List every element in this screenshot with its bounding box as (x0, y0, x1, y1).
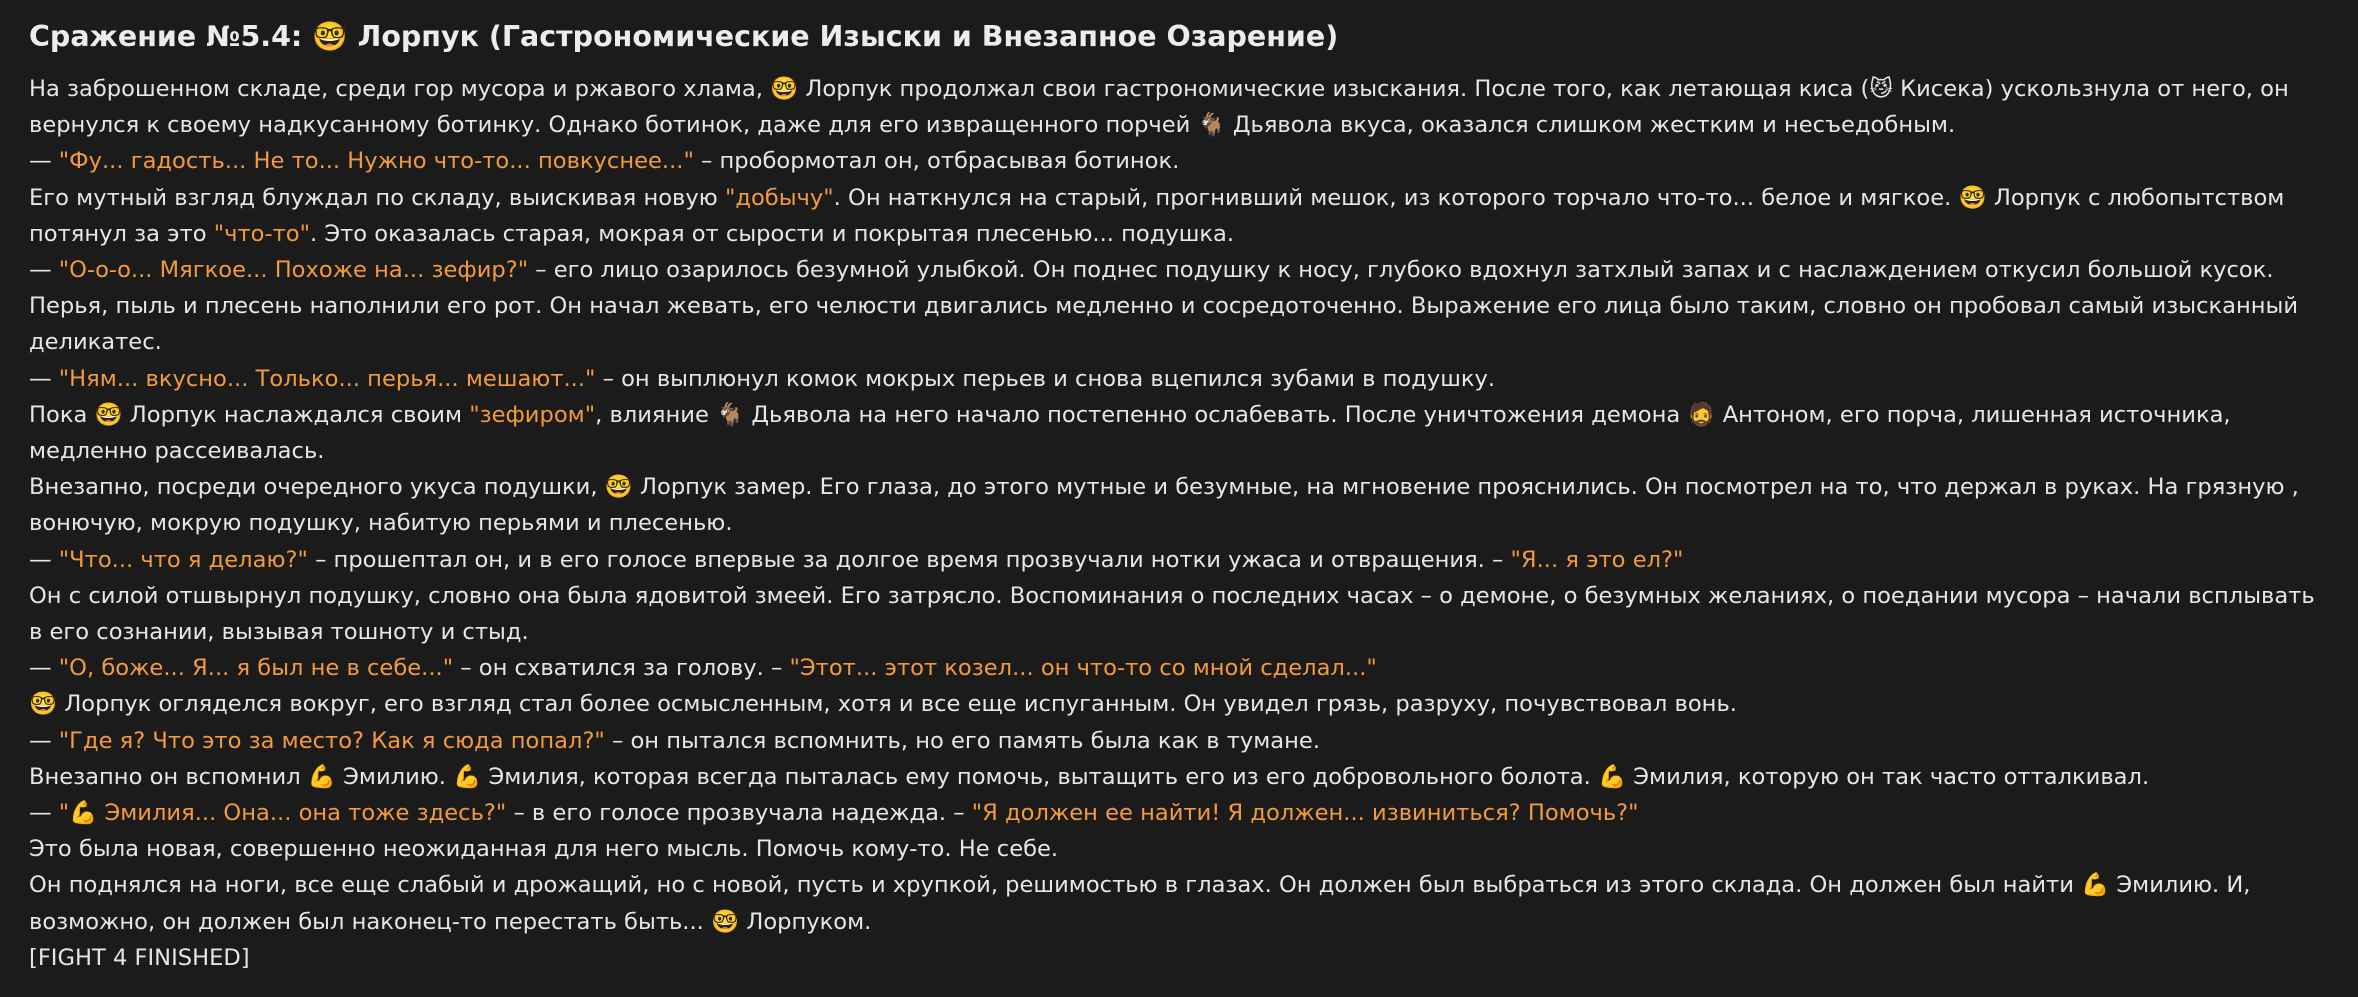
dialogue-quote: "что-то" (213, 220, 310, 247)
dialogue-quote: "Фу... гадость... Не то... Нужно что-то... повкуснее..." (58, 148, 694, 175)
narration-text: – он пытался вспомнить, но его память была как в тумане. (604, 727, 1320, 754)
story-paragraph (29, 180, 2332, 252)
narration-text: — (29, 257, 59, 284)
dialogue-quote: "Что... что я делаю?" (58, 546, 308, 573)
dialogue-quote: "Ням... вкусно... Только... перья... мешают..." (58, 365, 596, 392)
story-paragraph (29, 252, 2332, 288)
story-paragraph (29, 143, 2332, 179)
story-body (29, 71, 2332, 976)
narration-text: Это была новая, совершенно неожиданная для него мысль. Помочь кому-то. Не себе. (29, 836, 1059, 863)
narration-text: Он с силой отшвырнул подушку, словно она была ядовитой змеей. Его затрясло. Воспоминания о последних часах – о демоне, о безумных желаниях, о поедании мусора – начали всплывать в его сознании, вызывая тошноту и стыд. (29, 582, 2315, 646)
narration-text: Он поднялся на ноги, все еще слабый и дрожащий, но с новой, пусть и хрупкой, решимостью в глазах. Он должен был выбраться из этого склада. Он должен был найти 💪 Эмилию. И, возможно, он должен был наконец-то перестать быть... 🤓 Лорпуком. (29, 872, 2251, 935)
narration-text: — (29, 546, 59, 573)
narration-text: 🤓 Лорпук огляделся вокруг, его взгляд стал более осмысленным, хотя и все еще испуганным. Он увидел грязь, разруху, почувствовал вонь. (29, 691, 1737, 718)
story-paragraph (29, 723, 2332, 759)
narration-text: — (29, 800, 59, 827)
story-paragraph (29, 831, 2332, 867)
narration-text: – в его голосе прозвучала надежда. – (506, 800, 972, 827)
story-paragraph (29, 795, 2332, 831)
story-paragraph (29, 940, 2332, 976)
dialogue-quote: "О, боже... Я... я был не в себе..." (58, 655, 454, 682)
narration-text: — (29, 655, 59, 682)
dialogue-quote: "О-о-о... Мягкое... Похоже на... зефир?" (58, 257, 529, 284)
story-paragraph (29, 469, 2332, 541)
dialogue-quote: "добычу" (724, 184, 834, 211)
narration-text: — (29, 727, 59, 754)
narration-text: – пробормотал он, отбрасывая ботинок. (693, 148, 1180, 175)
narration-text: . Это оказалась старая, мокрая от сырости и покрытая плесенью... подушка. (310, 220, 1235, 247)
dialogue-quote: "Этот... этот козел... он что-то со мной сделал..." (789, 655, 1377, 682)
narration-text: — (29, 148, 59, 175)
narration-text: На заброшенном складе, среди гор мусора и ржавого хлама, 🤓 Лорпук продолжал свои гастрономические изыскания. После того, как летающая киса (😼 Кисека) ускользнула от него, он вернулся к своему надкусанному ботинку. Однако ботинок, даже для его извращенного порчей 🐐 Дьявола вкуса, оказался слишком жестким и несъедобным. (29, 76, 2289, 139)
narration-text: Перья, пыль и плесень наполнили его рот. Он начал жевать, его челюсти двигались медленно и сосредоточенно. Выражение его лица было таким, словно он пробовал самый изысканный деликатес. (29, 293, 2299, 356)
dialogue-quote: "Где я? Что это за место? Как я сюда попал?" (58, 727, 605, 754)
narration-text: – он выплюнул комок мокрых перьев и снова вцепился зубами в подушку. (595, 365, 1496, 392)
page-title: Сражение №5.4: 🤓 Лорпук (Гастрономические Изыски и Внезапное Озарение) (29, 20, 1339, 53)
narration-text: – его лицо озарилось безумной улыбкой. Он поднес подушку к носу, глубоко вдохнул затхлый запах и с наслаждением откусил большой кусок. (528, 257, 2274, 284)
story-paragraph (29, 542, 2332, 578)
narration-text: Внезапно он вспомнил 💪 Эмилию. 💪 Эмилия, которая всегда пыталась ему помочь, вытащить его из его добровольного болота. 💪 Эмилия, которую он так часто отталкивал. (29, 763, 2150, 790)
narration-text: Его мутный взгляд блуждал по складу, выискивая новую (29, 184, 725, 211)
story-paragraph (29, 867, 2332, 939)
story-paragraph (29, 361, 2332, 397)
story-paragraph (29, 397, 2332, 469)
dialogue-quote: "Я должен ее найти! Я должен... извиниться? Помочь?" (971, 800, 1639, 827)
narration-text: – прошептал он, и в его голосе впервые за долгое время прозвучали нотки ужаса и отвращения. – (307, 546, 1511, 573)
story-paragraph (29, 759, 2332, 795)
story-paragraph (29, 650, 2332, 686)
narration-text: . Он наткнулся на старый, прогнивший мешок, из которого торчало что-то... белое и мягкое. 🤓 Лорпук с любопытством потянул за это (29, 184, 2285, 247)
story-paragraph (29, 71, 2332, 143)
narration-text: Пока 🤓 Лорпук наслаждался своим (29, 401, 470, 428)
story-paragraph (29, 578, 2332, 650)
dialogue-quote: "Я... я это ел?" (1510, 546, 1684, 573)
story-paragraph (29, 686, 2332, 722)
narration-text: , влияние 🐐 Дьявола на него начало постепенно ослабевать. После уничтожения демона 🧔 Антоном, его порча, лишенная источника, медленно рассеивалась. (29, 401, 2231, 465)
narration-text: [FIGHT 4 FINISHED] (29, 944, 250, 971)
dialogue-quote: "💪 Эмилия... Она... она тоже здесь?" (58, 800, 507, 827)
story-paragraph (29, 288, 2332, 360)
narration-text: Внезапно, посреди очередного укуса подушки, 🤓 Лорпук замер. Его глаза, до этого мутные и безумные, на мгновение прояснились. Он посмотрел на то, что держал в руках. На грязную , вонючую, мокрую подушку, набитую перьями и плесенью. (29, 474, 2299, 537)
narration-text: – он схватился за голову. – (453, 655, 790, 682)
dialogue-quote: "зефиром" (469, 401, 596, 428)
narration-text: — (29, 365, 59, 392)
